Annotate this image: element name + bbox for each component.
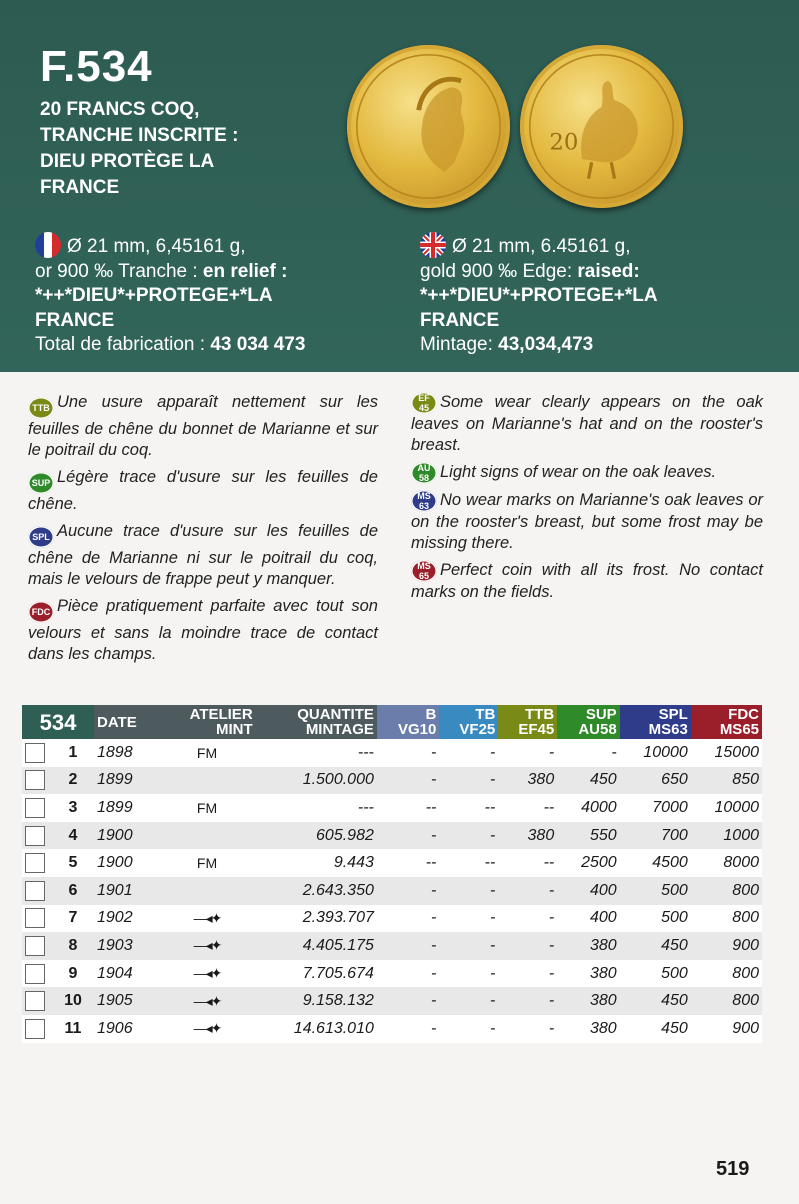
cell-spl: 7000 <box>620 794 691 822</box>
cell-spl: 650 <box>620 767 691 795</box>
cell-tb: - <box>439 739 498 767</box>
collection-checkbox[interactable] <box>25 770 45 790</box>
uk-flag-icon <box>420 232 446 258</box>
grade-text: Some wear clearly appears on the oak leaves on Marianne's hat and on the rooster's breast. <box>411 393 763 454</box>
grade-badge-ms63: MS 63 <box>411 490 437 512</box>
table-row <box>22 767 762 795</box>
row-number: 3 <box>52 794 94 822</box>
price-table <box>22 705 762 1043</box>
row-number: 5 <box>52 849 94 877</box>
cell-mint: FM <box>158 849 255 877</box>
col-sup: SUP AU58 <box>557 705 619 739</box>
grade-text: No wear marks on Marianne's oak leaves or on the rooster's breast, but some frost may be missing there. <box>411 491 763 552</box>
table-number: 534 <box>22 705 94 739</box>
cell-spl: 4500 <box>620 849 691 877</box>
spec-fr-edge-end: FRANCE <box>35 309 115 331</box>
collection-checkbox[interactable] <box>25 853 45 873</box>
grade-text: Aucune trace d'usure sur les feuilles de chêne de Marianne ni sur le poitrail du coq, mais le velours de frappe peut y manquer. <box>28 522 378 588</box>
cell-qty: --- <box>256 739 377 767</box>
cell-b: -- <box>377 849 439 877</box>
cell-mint <box>158 767 255 795</box>
cell-sup: 550 <box>557 822 619 850</box>
cell-sup: 380 <box>557 987 619 1015</box>
row-checkbox-cell <box>22 739 52 767</box>
grade-text: Perfect coin with all its frost. No contact marks on the fields. <box>411 561 763 601</box>
cell-fdc: 800 <box>691 905 762 933</box>
grade-item <box>28 596 378 665</box>
cell-spl: 450 <box>620 932 691 960</box>
row-checkbox-cell <box>22 905 52 933</box>
cell-date: 1902 <box>94 905 158 933</box>
coin-reverse-image <box>520 45 683 208</box>
cell-mint <box>158 987 255 1015</box>
catalog-reference: F.534 <box>40 42 153 91</box>
col-date: DATE <box>94 705 158 739</box>
cell-fdc: 800 <box>691 987 762 1015</box>
row-checkbox-cell <box>22 822 52 850</box>
coin-title <box>40 97 340 201</box>
collection-checkbox[interactable] <box>25 991 45 1011</box>
grade-item <box>411 392 763 456</box>
collection-checkbox[interactable] <box>25 743 45 763</box>
coin-title-line: DIEU PROTÈGE LA <box>40 151 215 172</box>
collection-checkbox[interactable] <box>25 908 45 928</box>
row-number: 4 <box>52 822 94 850</box>
cell-tb: - <box>439 767 498 795</box>
row-checkbox-cell <box>22 794 52 822</box>
row-checkbox-cell <box>22 987 52 1015</box>
cell-date: 1899 <box>94 794 158 822</box>
spec-fr-total-label: Total de fabrication : <box>35 334 211 355</box>
cell-fdc: 15000 <box>691 739 762 767</box>
grade-item <box>28 392 378 461</box>
grade-item <box>411 560 763 603</box>
cell-b: - <box>377 1015 439 1043</box>
grade-badge-spl: SPL <box>28 526 54 548</box>
cell-spl: 450 <box>620 1015 691 1043</box>
col-quantity: QUANTITE MINTAGE <box>256 705 377 739</box>
coin-title-line: FRANCE <box>40 177 120 198</box>
cell-fdc: 8000 <box>691 849 762 877</box>
cell-b: - <box>377 987 439 1015</box>
table-row <box>22 932 762 960</box>
cell-qty: 4.405.175 <box>256 932 377 960</box>
cell-b: - <box>377 739 439 767</box>
collection-checkbox[interactable] <box>25 881 45 901</box>
cell-mint <box>158 932 255 960</box>
spec-fr-line1: Ø 21 mm, 6,45161 g, <box>67 236 246 257</box>
cell-tb: - <box>439 932 498 960</box>
cell-sup: 2500 <box>557 849 619 877</box>
spec-fr-edge: *++*DIEU*+PROTEGE+*LA <box>35 285 273 306</box>
cell-date: 1901 <box>94 877 158 905</box>
col-b: B VG10 <box>377 705 439 739</box>
cell-qty: 2.393.707 <box>256 905 377 933</box>
cell-mint <box>158 822 255 850</box>
collection-checkbox[interactable] <box>25 936 45 956</box>
table-row <box>22 877 762 905</box>
cell-date: 1904 <box>94 960 158 988</box>
cell-tb: - <box>439 905 498 933</box>
coin-obverse-image <box>347 45 510 208</box>
table-row <box>22 960 762 988</box>
cell-qty: 14.613.010 <box>256 1015 377 1043</box>
cell-tb: - <box>439 987 498 1015</box>
cell-mint <box>158 960 255 988</box>
specs-french <box>35 232 395 358</box>
cell-mint <box>158 905 255 933</box>
cell-spl: 10000 <box>620 739 691 767</box>
table-row <box>22 849 762 877</box>
row-checkbox-cell <box>22 960 52 988</box>
row-checkbox-cell <box>22 1015 52 1043</box>
cell-ttb: - <box>498 1015 557 1043</box>
col-mint: ATELIER MINT <box>158 705 255 739</box>
grade-badge-au58: AU 58 <box>411 462 437 484</box>
collection-checkbox[interactable] <box>25 964 45 984</box>
mint-mark-torch-cornucopia-icon: —◂✦ <box>193 1020 221 1037</box>
table-row <box>22 794 762 822</box>
cell-fdc: 900 <box>691 932 762 960</box>
cell-fdc: 850 <box>691 767 762 795</box>
cell-fdc: 800 <box>691 877 762 905</box>
cell-qty: 9.443 <box>256 849 377 877</box>
cell-ttb: - <box>498 877 557 905</box>
cell-ttb: - <box>498 987 557 1015</box>
spec-fr-total-value: 43 034 473 <box>210 334 306 355</box>
grade-descriptions-french <box>28 392 378 671</box>
grade-text: Light signs of wear on the oak leaves. <box>440 463 717 481</box>
spec-en-edge: *++*DIEU*+PROTEGE+*LA <box>420 285 658 306</box>
col-fdc: FDC MS65 <box>691 705 762 739</box>
table-row <box>22 1015 762 1043</box>
cell-tb: - <box>439 877 498 905</box>
table-header-row <box>22 705 762 739</box>
cell-ttb: -- <box>498 794 557 822</box>
cell-b: - <box>377 905 439 933</box>
cell-ttb: - <box>498 739 557 767</box>
row-checkbox-cell <box>22 849 52 877</box>
cell-mint <box>158 877 255 905</box>
specs-english <box>420 232 780 358</box>
col-spl: SPL MS63 <box>620 705 691 739</box>
cell-sup: 380 <box>557 960 619 988</box>
cell-sup: 380 <box>557 932 619 960</box>
cell-mint: FM <box>158 794 255 822</box>
row-number: 2 <box>52 767 94 795</box>
row-number: 1 <box>52 739 94 767</box>
mint-mark-torch-cornucopia-icon: —◂✦ <box>193 992 221 1009</box>
cell-b: - <box>377 877 439 905</box>
cell-date: 1899 <box>94 767 158 795</box>
table-row <box>22 987 762 1015</box>
cell-sup: - <box>557 739 619 767</box>
cell-tb: - <box>439 960 498 988</box>
cell-sup: 450 <box>557 767 619 795</box>
cell-mint: FM <box>158 739 255 767</box>
cell-ttb: -- <box>498 849 557 877</box>
mint-mark-torch-cornucopia-icon: —◂✦ <box>193 937 221 954</box>
grade-badge-fdc: FDC <box>28 601 54 623</box>
cell-qty: 1.500.000 <box>256 767 377 795</box>
cell-date: 1900 <box>94 849 158 877</box>
grade-item <box>28 467 378 515</box>
cell-b: - <box>377 960 439 988</box>
france-flag-icon <box>35 232 61 258</box>
cell-spl: 500 <box>620 960 691 988</box>
cell-ttb: - <box>498 960 557 988</box>
grade-badge-ms65: MS 65 <box>411 560 437 582</box>
cell-tb: - <box>439 1015 498 1043</box>
row-number: 7 <box>52 905 94 933</box>
spec-fr-line2-bold: en relief : <box>202 260 288 282</box>
cell-b: - <box>377 767 439 795</box>
row-checkbox-cell <box>22 932 52 960</box>
cell-b: -- <box>377 794 439 822</box>
cell-spl: 700 <box>620 822 691 850</box>
cell-tb: -- <box>439 849 498 877</box>
coin-title-line: 20 FRANCS COQ, <box>40 99 200 120</box>
cell-sup: 400 <box>557 877 619 905</box>
grade-text: Pièce pratiquement parfaite avec tout son velours et sans la moindre trace de contact dans les champs. <box>28 597 378 663</box>
cell-ttb: - <box>498 932 557 960</box>
grade-text: Une usure apparaît nettement sur les feuilles de chêne du bonnet de Marianne et sur le poitrail du coq. <box>28 393 378 459</box>
cell-spl: 450 <box>620 987 691 1015</box>
row-checkbox-cell <box>22 877 52 905</box>
cell-date: 1903 <box>94 932 158 960</box>
cell-ttb: 380 <box>498 822 557 850</box>
cell-tb: -- <box>439 794 498 822</box>
cell-qty: 605.982 <box>256 822 377 850</box>
cell-ttb: - <box>498 905 557 933</box>
cell-fdc: 1000 <box>691 822 762 850</box>
col-tb: TB VF25 <box>439 705 498 739</box>
grade-descriptions-english <box>411 392 763 609</box>
spec-en-line1: Ø 21 mm, 6.45161 g, <box>452 236 631 257</box>
cell-qty: 7.705.674 <box>256 960 377 988</box>
page-number: 519 <box>716 1158 750 1180</box>
cell-qty: --- <box>256 794 377 822</box>
grade-item <box>411 490 763 554</box>
cell-sup: 380 <box>557 1015 619 1043</box>
cell-sup: 400 <box>557 905 619 933</box>
mint-mark-torch-cornucopia-icon: —◂✦ <box>193 909 221 926</box>
spec-en-mintage-label: Mintage: <box>420 334 499 355</box>
row-number: 11 <box>52 1015 94 1043</box>
cell-sup: 4000 <box>557 794 619 822</box>
spec-en-mintage-value: 43,034,473 <box>498 334 594 355</box>
grade-badge-ttb: TTB <box>28 397 54 419</box>
cell-tb: - <box>439 822 498 850</box>
cell-spl: 500 <box>620 905 691 933</box>
cell-qty: 2.643.350 <box>256 877 377 905</box>
cell-b: - <box>377 932 439 960</box>
grade-badge-ef45: EF 45 <box>411 392 437 414</box>
spec-en-edge-end: FRANCE <box>420 309 500 331</box>
coin-title-line: TRANCHE INSCRITE : <box>40 125 239 146</box>
col-ttb: TTB EF45 <box>498 705 557 739</box>
svg-text:20: 20 <box>549 129 579 156</box>
spec-fr-line2: or 900 ‰ Tranche : <box>35 260 203 282</box>
cell-ttb: 380 <box>498 767 557 795</box>
cell-b: - <box>377 822 439 850</box>
table-row <box>22 905 762 933</box>
cell-fdc: 10000 <box>691 794 762 822</box>
cell-date: 1906 <box>94 1015 158 1043</box>
cell-qty: 9.158.132 <box>256 987 377 1015</box>
row-number: 9 <box>52 960 94 988</box>
cell-fdc: 800 <box>691 960 762 988</box>
grade-item <box>28 521 378 590</box>
row-checkbox-cell <box>22 767 52 795</box>
grade-item <box>411 462 763 484</box>
row-number: 6 <box>52 877 94 905</box>
collection-checkbox[interactable] <box>25 1019 45 1039</box>
row-number: 8 <box>52 932 94 960</box>
grade-text: Légère trace d'usure sur les feuilles de chêne. <box>28 468 378 513</box>
cell-date: 1898 <box>94 739 158 767</box>
collection-checkbox[interactable] <box>25 798 45 818</box>
mint-mark-torch-cornucopia-icon: —◂✦ <box>193 965 221 982</box>
cell-date: 1905 <box>94 987 158 1015</box>
cell-mint <box>158 1015 255 1043</box>
collection-checkbox[interactable] <box>25 826 45 846</box>
cell-fdc: 900 <box>691 1015 762 1043</box>
cell-spl: 500 <box>620 877 691 905</box>
cell-date: 1900 <box>94 822 158 850</box>
table-row <box>22 822 762 850</box>
row-number: 10 <box>52 987 94 1015</box>
header-panel <box>0 0 799 372</box>
grade-badge-sup: SUP <box>28 472 54 494</box>
spec-en-line2: gold 900 ‰ Edge: <box>420 260 578 282</box>
table-row <box>22 739 762 767</box>
spec-en-line2-bold: raised: <box>577 260 640 282</box>
